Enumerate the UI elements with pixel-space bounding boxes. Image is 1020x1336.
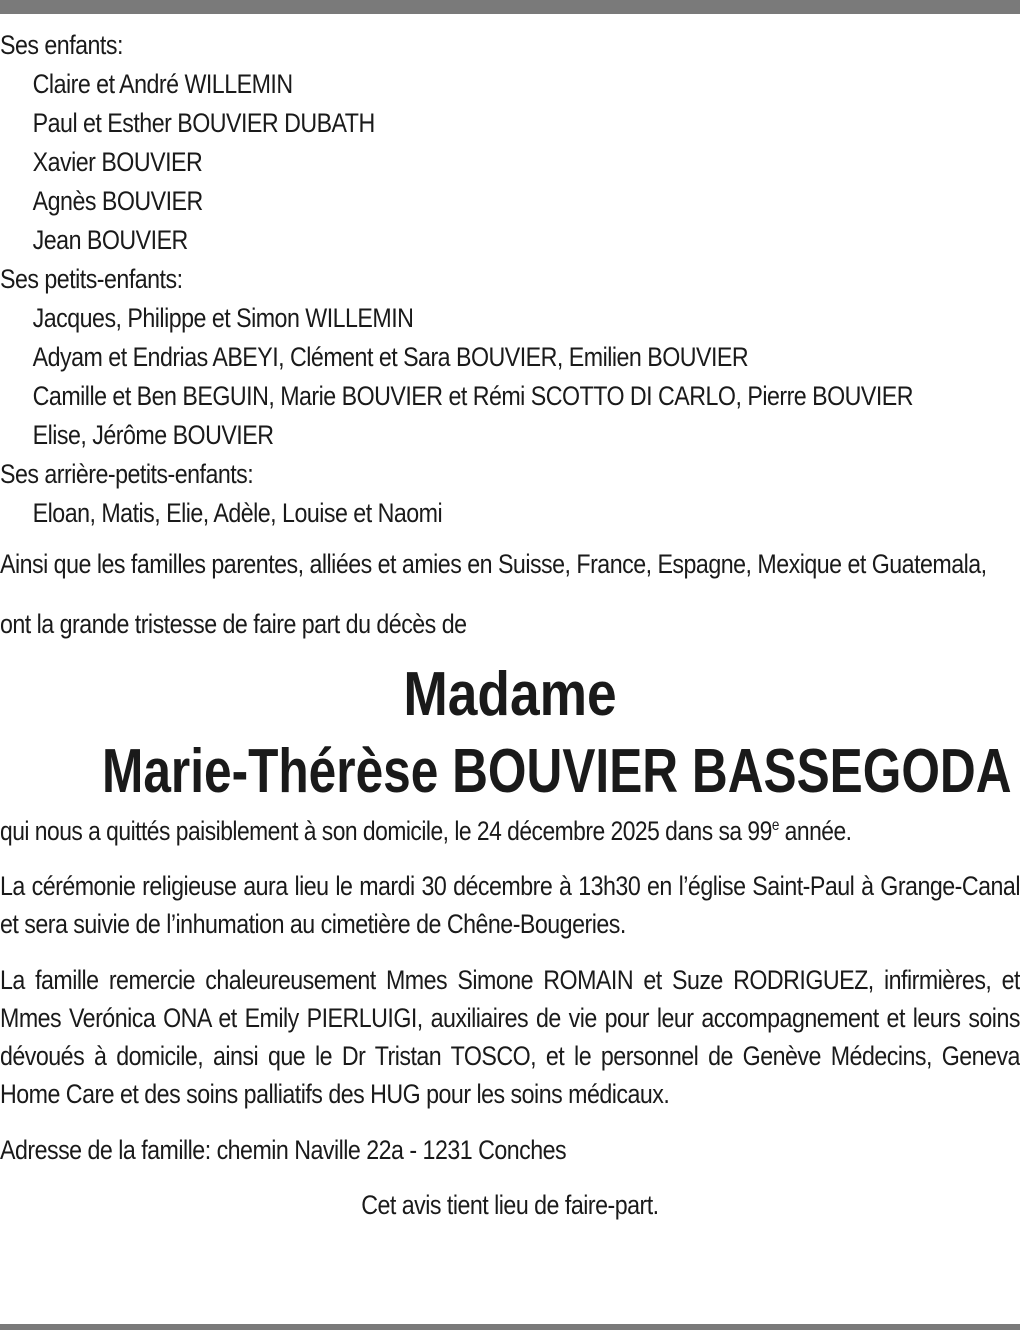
families-paragraph: Ainsi que les familles parentes, alliées et amies en Suisse, France, Espagne, Mexique et Guatemala, [0,549,987,579]
announcement-line: ont la grande tristesse de faire part du décès de [0,609,467,639]
top-rule [0,0,1020,14]
grandchild-name: Adyam et Endrias ABEYI, Clément et Sara BOUVIER, Emilien BOUVIER [32,342,749,372]
great-grandchildren-heading: Ses arrière-petits-enfants: [0,459,254,489]
passing-text-end: année. [778,816,852,846]
deceased-name: Marie-Thérèse BOUVIER BASSEGODA [102,737,1012,806]
grandchild-name: Camille et Ben BEGUIN, Marie BOUVIER et Rémi SCOTTO DI CARLO, Pierre BOUVIER [32,381,914,411]
child-name: Claire et André WILLEMIN [32,69,293,99]
passing-text: qui nous a quittés paisiblement à son domicile, le 24 décembre 2025 dans sa 99 [0,816,772,846]
passing-line [0,812,1003,851]
child-name: Xavier BOUVIER [32,147,203,177]
passing-superscript: e [771,817,779,834]
grandchildren-heading: Ses petits-enfants: [0,264,183,294]
bottom-rule [0,1324,1020,1330]
great-grandchild-name: Eloan, Matis, Elie, Adèle, Louise et Naomi [32,498,443,528]
grandchild-name: Elise, Jérôme BOUVIER [32,420,274,450]
child-name: Agnès BOUVIER [32,186,203,216]
deceased-title: Madame [403,660,617,729]
family-list [0,26,1020,533]
obituary-notice [0,26,1020,1225]
child-name: Paul et Esther BOUVIER DUBATH [32,108,375,138]
closing-text: Cet avis tient lieu de faire-part. [361,1190,659,1220]
address-line: Adresse de la famille: chemin Naville 22a - 1231 Conches [0,1135,567,1165]
child-name: Jean BOUVIER [32,225,188,255]
grandchild-name: Jacques, Philippe et Simon WILLEMIN [32,303,414,333]
children-heading: Ses enfants: [0,30,123,60]
ceremony-paragraph: La cérémonie religieuse aura lieu le mardi 30 décembre à 13h30 en l’église Saint-Paul à Grange-Canal et sera suivie de l’inhumation au cimetière de Chêne-Bougeries. [0,871,1020,939]
closing-line [0,1186,1020,1225]
thanks-paragraph: La famille remercie chaleureusement Mmes Simone ROMAIN et Suze RODRIGUEZ, infirmières, et Mmes Verónica ONA et Emily PIERLUIGI, auxiliaires de vie pour leur accompagnement et leurs soins dévoués à domicile, ainsi que le Dr Tristan TOSCO, et le personnel de Genève Médecins, Geneva Home Care et des soins palliatifs des HUG pour les soins médicaux. [0,965,1020,1109]
